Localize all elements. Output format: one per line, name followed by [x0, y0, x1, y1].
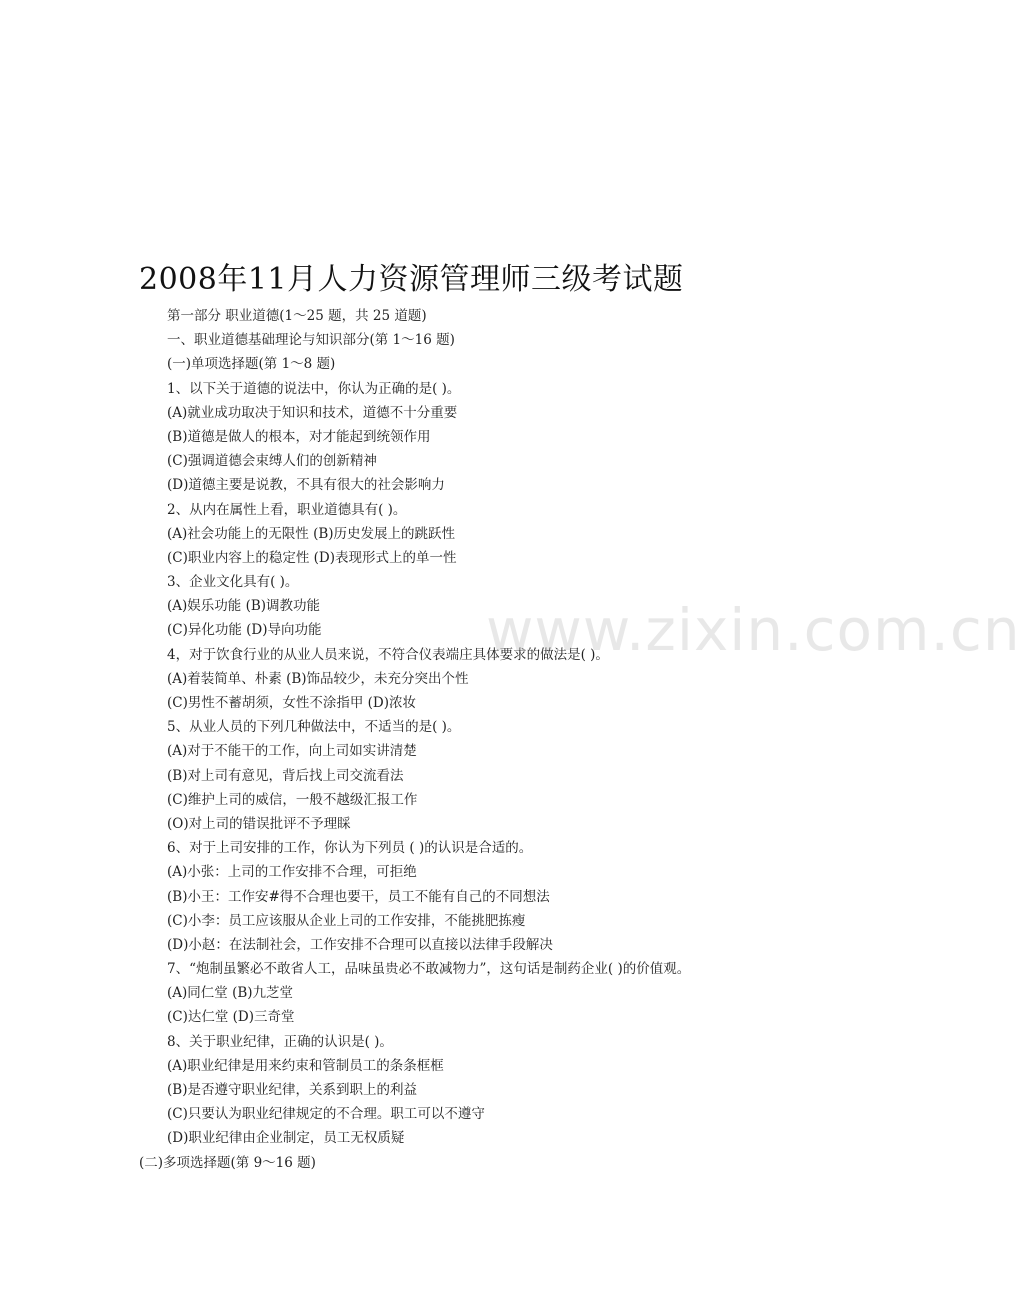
- text-line: 6、对于上司安排的工作，你认为下列员 ( )的认识是合适的。: [167, 840, 533, 857]
- text-line: (A)着装简单、朴素 (B)饰品较少，未充分突出个性: [167, 670, 469, 687]
- text-line: 2、从内在属性上看，职业道德具有( )。: [167, 501, 407, 518]
- text-line: (二)多项选择题(第 9～16 题): [139, 1154, 316, 1171]
- text-line: (D)职业纪律由企业制定，员工无权质疑: [167, 1130, 405, 1147]
- text-line: (D)小赵：在法制社会，工作安排不合理可以直接以法律手段解决: [167, 936, 553, 953]
- text-line: (A)同仁堂 (B)九芝堂: [167, 985, 294, 1002]
- text-line: 3、企业文化具有( )。: [167, 574, 299, 591]
- text-line: (B)是否遵守职业纪律，关系到职上的利益: [167, 1082, 417, 1098]
- text-line: 7、“炮制虽繁必不敢省人工，品味虽贵必不敢减物力”，这句话是制药企业( )的价值观。: [167, 961, 691, 978]
- text-line: 第一部分 职业道德(1～25 题，共 25 道题): [167, 308, 427, 324]
- watermark: www.zixin.com.cn: [486, 596, 1021, 664]
- text-line: 4，对于饮食行业的从业人员来说，不符合仪表端庄具体要求的做法是( )。: [167, 646, 609, 663]
- text-line: (C)男性不蓄胡须，女性不涂指甲 (D)浓妆: [167, 695, 417, 711]
- text-line: (C)异化功能 (D)导向功能: [167, 622, 322, 639]
- text-line: 1、以下关于道德的说法中，你认为正确的是( )。: [167, 380, 461, 397]
- text-line: (D)道德主要是说教，不具有很大的社会影响力: [167, 477, 445, 494]
- text-line: (B)道德是做人的根本，对才能起到统领作用: [167, 428, 431, 445]
- text-line: 8、关于职业纪律，正确的认识是( )。: [167, 1033, 393, 1050]
- text-line: (A)娱乐功能 (B)调教功能: [167, 598, 321, 615]
- text-line: (A)就业成功取决于知识和技术，道德不十分重要: [167, 404, 458, 421]
- document-title: 2008年11月人力资源管理师三级考试题: [139, 262, 684, 297]
- text-line: (C)小李：员工应该服从企业上司的工作安排，不能挑肥拣瘦: [167, 912, 526, 929]
- text-line: (一)单项选择题(第 1～8 题): [167, 356, 336, 373]
- text-line: (C)职业内容上的稳定性 (D)表现形式上的单一性: [167, 549, 457, 566]
- text-line: (A)社会功能上的无限性 (B)历史发展上的跳跃性: [167, 525, 456, 542]
- text-line: (C)只要认为职业纪律规定的不合理。职工可以不遵守: [167, 1106, 485, 1123]
- text-line: (C)维护上司的威信，一般不越级汇报工作: [167, 791, 418, 808]
- text-line: (B)对上司有意见，背后找上司交流看法: [167, 767, 404, 784]
- text-line: (A)小张：上司的工作安排不合理，可拒绝: [167, 864, 417, 881]
- text-line: 5、从业人员的下列几种做法中，不适当的是( )。: [167, 719, 461, 736]
- text-line: 一、职业道德基础理论与知识部分(第 1～16 题): [167, 332, 455, 349]
- text-line: (B)小王：工作安#得不合理也要干，员工不能有自己的不同想法: [167, 888, 550, 905]
- text-line: (C)强调道德会束缚人们的创新精神: [167, 453, 377, 470]
- text-line: (A)职业纪律是用来约束和管制员工的条条框框: [167, 1057, 444, 1074]
- text-line: (A)对于不能干的工作，向上司如实讲清楚: [167, 743, 417, 760]
- document-body: [0, 304, 920, 1175]
- text-line: (O)对上司的错误批评不予理睬: [167, 815, 351, 832]
- text-line: (C)达仁堂 (D)三奇堂: [167, 1009, 295, 1026]
